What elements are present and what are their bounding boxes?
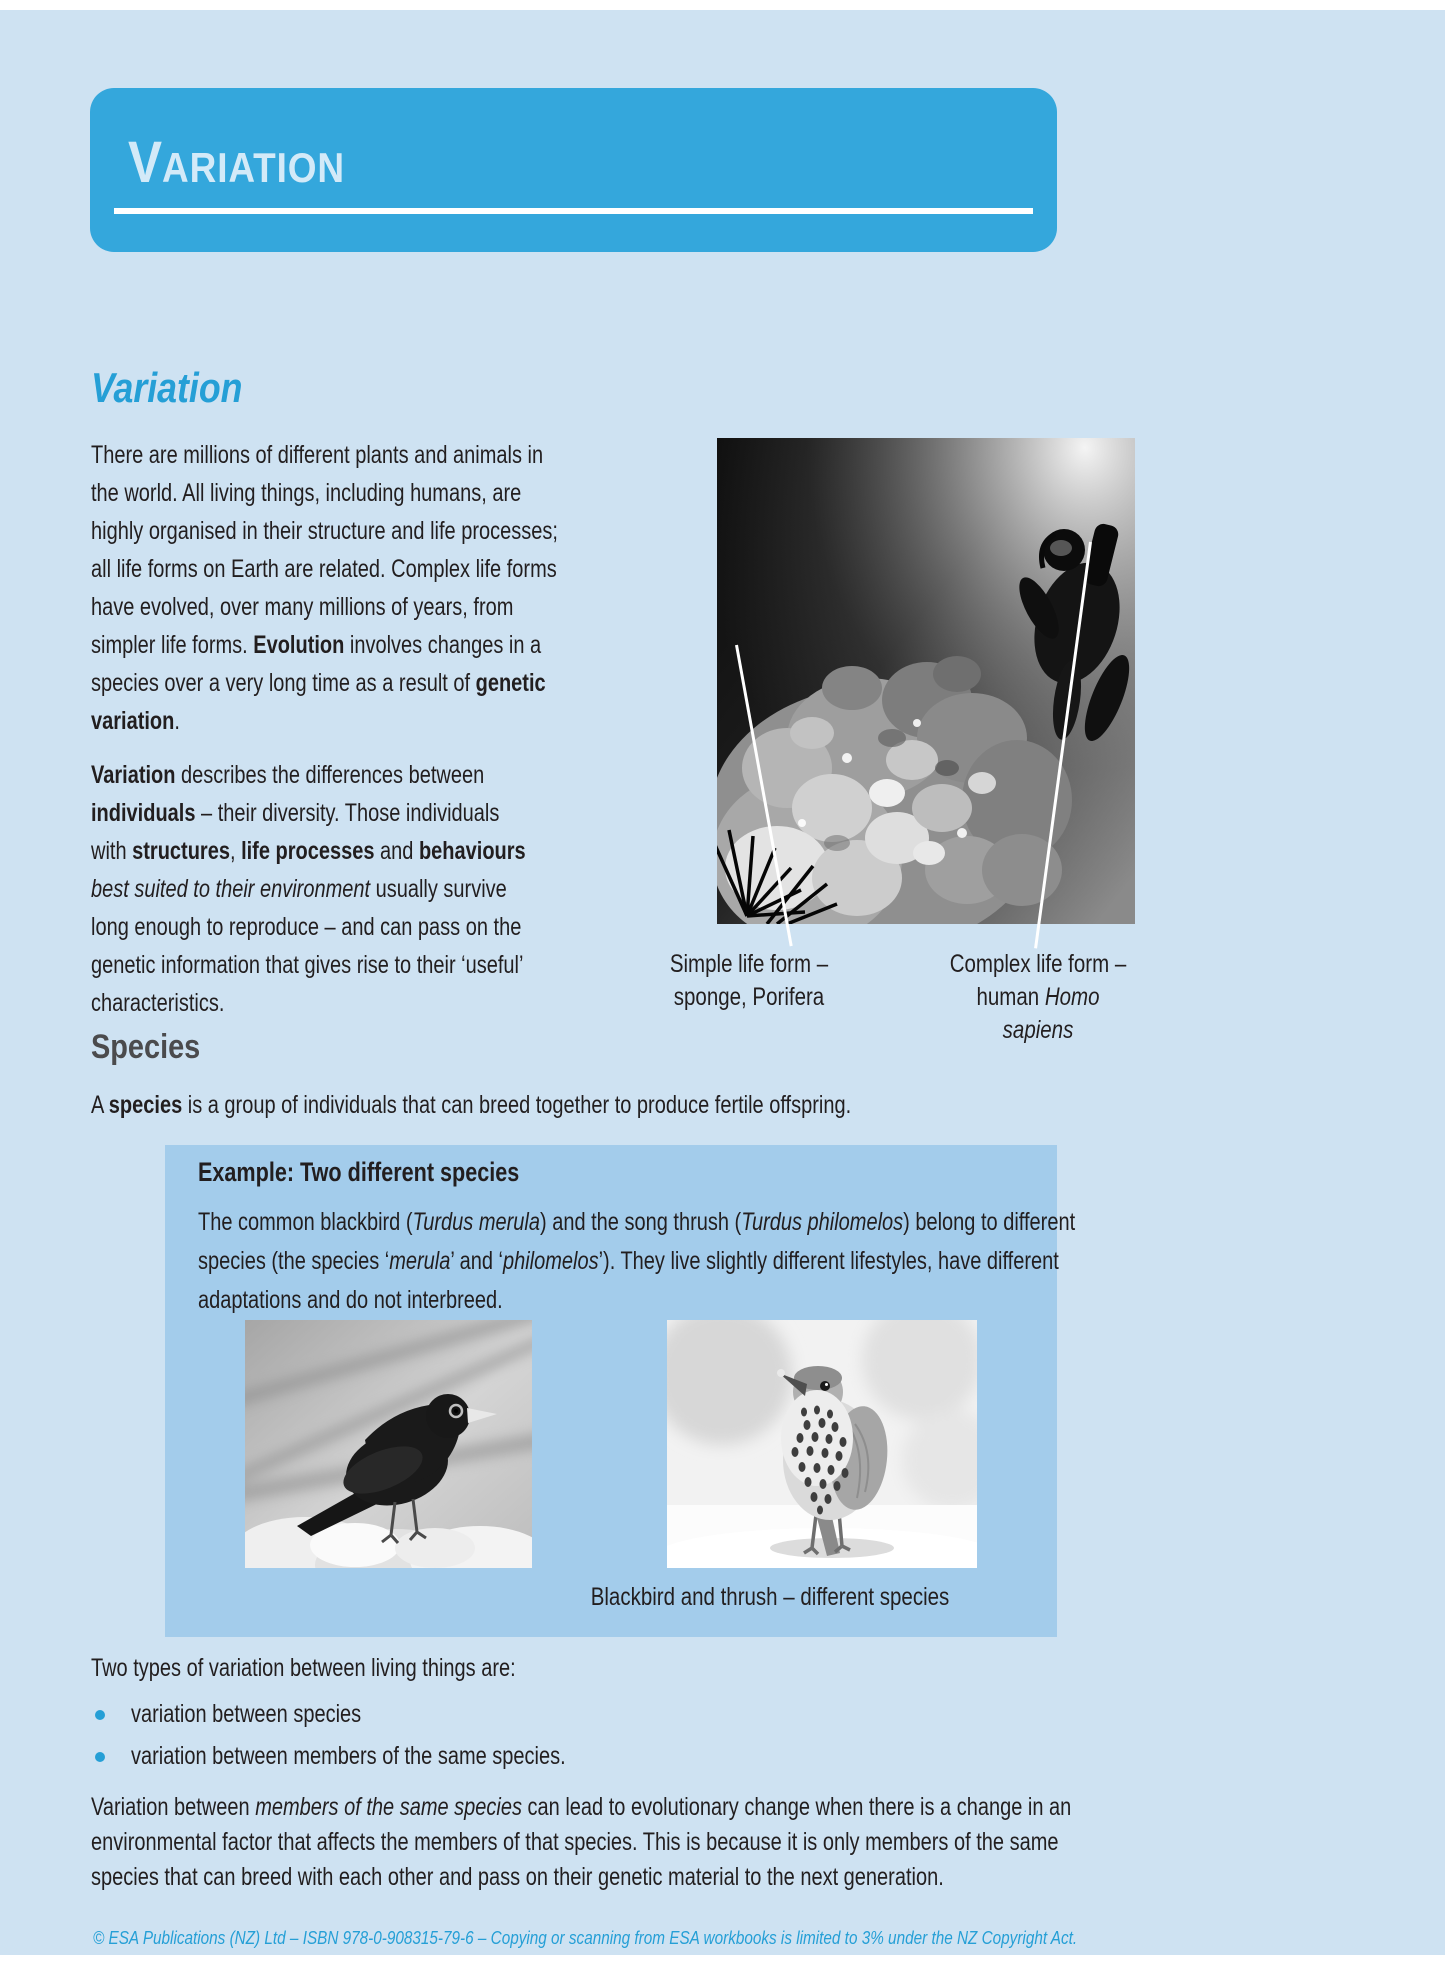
intro-paragraph-1: There are millions of different plants and animals in the world. All living things, including humans, are highly organised in their structure and life processes; all life forms on Earth are related. Complex life forms have evolved, over many millions of years, from simpler life forms. Evolution involves changes in a species over a very long time as a result of genetic variation. bbox=[91, 441, 558, 735]
bullet-dot-icon bbox=[95, 1752, 105, 1762]
blackbird-photo bbox=[245, 1320, 532, 1568]
bullet-item-between-species bbox=[95, 1700, 419, 1729]
intro-text-column bbox=[91, 436, 667, 1038]
bullet-item-label: variation between members of the same species. bbox=[131, 1742, 566, 1770]
chapter-title-rest: ARIATION bbox=[162, 144, 345, 191]
chapter-title-initial: V bbox=[128, 130, 163, 195]
species-definition: A species is a group of individuals that can breed together to produce fertile offspring. bbox=[91, 1091, 852, 1119]
example-body: The common blackbird (Turdus merula) and the song thrush (Turdus philomelos) belong to different species (the species ‘merula’ and ‘philomelos’). They live slightly different lifestyles, have different adaptations and do not interbreed. bbox=[198, 1208, 1076, 1314]
section-title: Variation bbox=[91, 364, 243, 411]
bullet-item-same-species bbox=[95, 1742, 674, 1771]
closing-paragraph: Variation between members of the same species can lead to evolutionary change when there is a change in an environmental factor that affects the members of that species. This is because it is only members of the same species that can breed with each other and pass on their genetic material to the next generation. bbox=[91, 1793, 1072, 1891]
chapter-header-banner bbox=[90, 88, 1057, 252]
caption-simple-life-form: Simple life form – sponge, Porifera bbox=[669, 950, 829, 1011]
header-underline bbox=[114, 208, 1033, 214]
copyright-footer: © ESA Publications (NZ) Ltd – ISBN 978-0-908315-79-6 – Copying or scanning from ESA workbooks is limited to 3% under the NZ Copyright Act. bbox=[93, 1928, 1078, 1948]
example-box bbox=[165, 1145, 1076, 1637]
page-bottom-margin bbox=[0, 1955, 1445, 1977]
blackbird-photo-graphic bbox=[245, 1320, 532, 1568]
thrush-photo bbox=[667, 1320, 977, 1568]
species-heading: Species bbox=[91, 1028, 201, 1066]
chapter-title bbox=[128, 130, 345, 195]
example-title: Example: Two different species bbox=[198, 1157, 520, 1187]
bird-photos-caption: Blackbird and thrush – different species bbox=[590, 1583, 950, 1611]
bullet-item-label: variation between species bbox=[131, 1700, 362, 1728]
intro-paragraph-2: Variation describes the differences between individuals – their diversity. Those individuals with structures, life processes and behaviours best suited to their environment usually survive long enough to reproduce – and can pass on the genetic information that gives rise to their ‘useful’ characteristics. bbox=[91, 761, 526, 1017]
bullet-dot-icon bbox=[95, 1710, 105, 1720]
caption-complex-life-form: Complex life form – human Homo sapiens bbox=[949, 950, 1127, 1044]
page-top-margin bbox=[0, 0, 1445, 10]
variation-types-intro: Two types of variation between living things are: bbox=[91, 1654, 516, 1682]
thrush-photo-graphic bbox=[667, 1320, 977, 1568]
